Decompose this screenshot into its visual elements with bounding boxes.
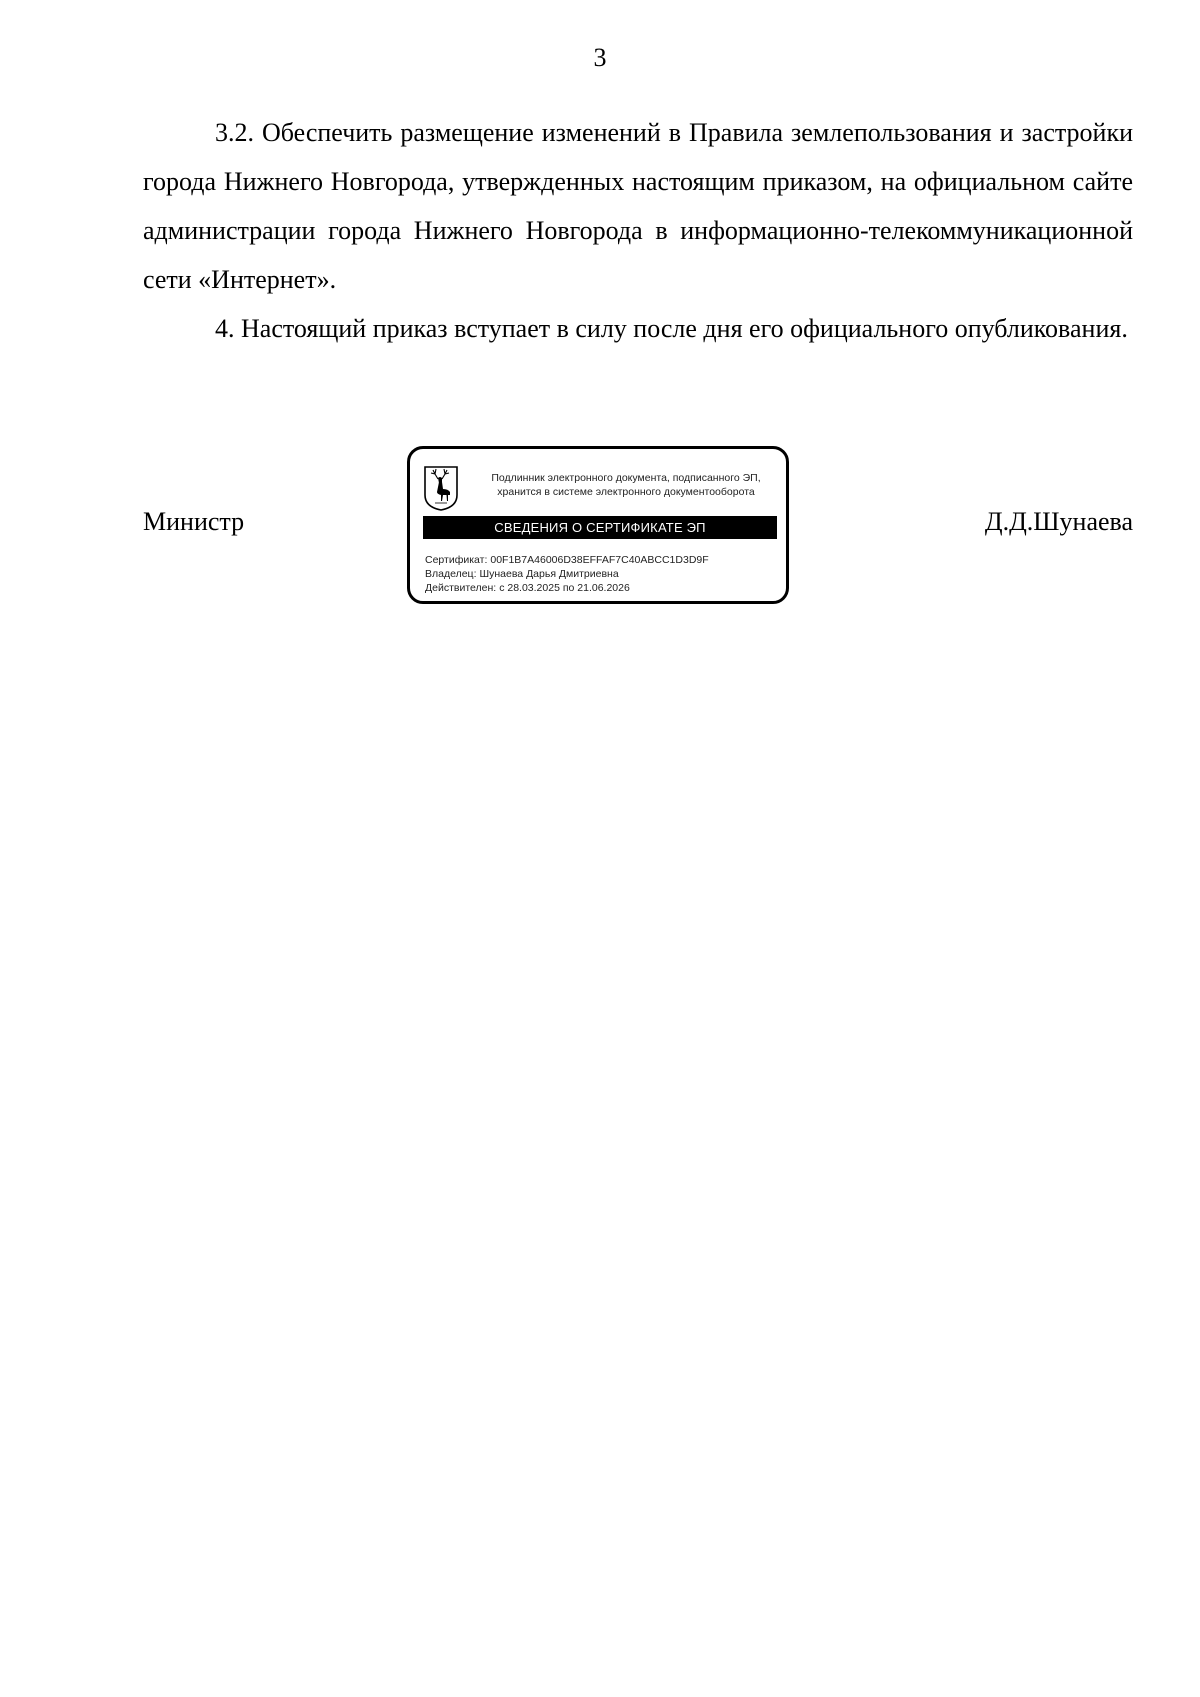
paragraph-4: 4. Настоящий приказ вступает в силу после дня его официального опубликования.	[215, 314, 1128, 343]
deer-coat-of-arms-icon	[423, 465, 459, 511]
stamp-header-line-1: Подлинник электронного документа, подписанного ЭП,	[491, 472, 761, 484]
validity-value: с 28.03.2025 по 21.06.2026	[499, 582, 630, 594]
certificate-label: Сертификат:	[425, 554, 488, 566]
stamp-header	[470, 471, 782, 499]
certificate-value: 00F1B7A46006D38EFFAF7C40ABCC1D3D9F	[490, 554, 709, 566]
electronic-signature-stamp	[407, 446, 789, 604]
signer-name: Д.Д.Шунаева	[984, 507, 1133, 536]
signature-block	[143, 446, 1133, 610]
validity-row	[425, 581, 709, 595]
stamp-header-line-2: хранится в системе электронного документооборота	[497, 486, 755, 498]
owner-label: Владелец:	[425, 568, 477, 580]
document-body	[143, 108, 1133, 353]
paragraph-3-2: 3.2. Обеспечить размещение изменений в Правила землепользования и застройки города Нижнего Новгорода, утвержденных настоящим приказом, на официальном сайте администрации города Нижнего Новгорода в информационно-телекоммуникационной сети «Интернет».	[143, 118, 1133, 294]
signer-title: Министр	[143, 507, 245, 536]
certificate-row	[425, 553, 709, 567]
owner-value: Шунаева Дарья Дмитриевна	[479, 568, 619, 580]
owner-row	[425, 567, 709, 581]
page-number: 3	[593, 43, 607, 72]
validity-label: Действителен:	[425, 582, 497, 594]
stamp-banner: СВЕДЕНИЯ О СЕРТИФИКАТЕ ЭП	[423, 516, 777, 539]
stamp-details	[425, 553, 709, 595]
